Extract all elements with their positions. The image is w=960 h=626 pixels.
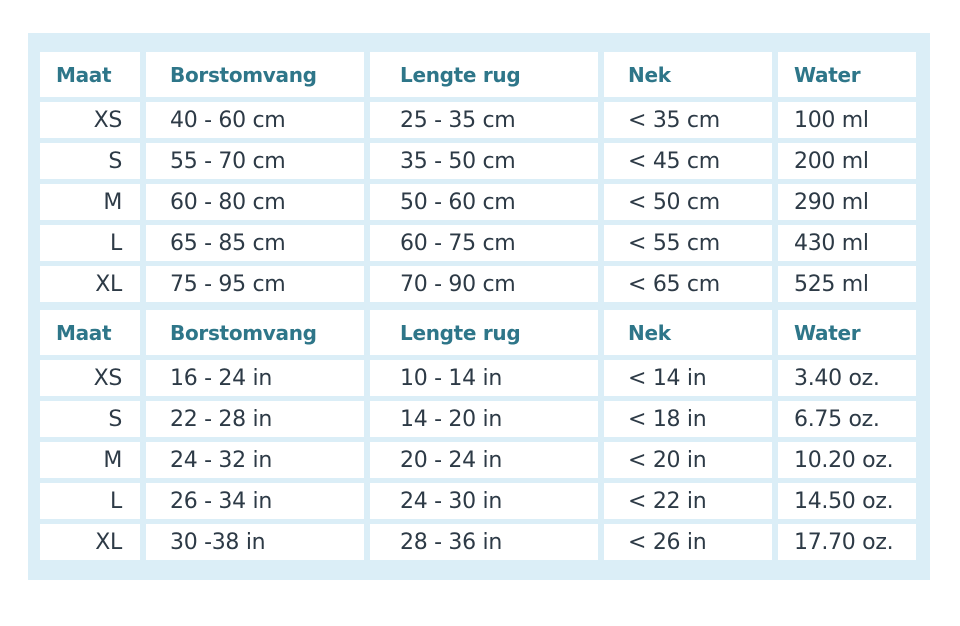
size-table-metric <box>40 52 916 302</box>
neck-value: < 35 cm <box>604 102 772 138</box>
header-maat: Maat <box>40 52 140 97</box>
size-label: L <box>40 483 140 519</box>
back-length-value: 25 - 35 cm <box>370 102 598 138</box>
back-length-value: 10 - 14 in <box>370 360 598 396</box>
chest-value: 55 - 70 cm <box>146 143 364 179</box>
chest-value: 24 - 32 in <box>146 442 364 478</box>
chest-value: 26 - 34 in <box>146 483 364 519</box>
size-label: XL <box>40 266 140 302</box>
header-nek: Nek <box>604 52 772 97</box>
header-maat: Maat <box>40 310 140 355</box>
water-value: 3.40 oz. <box>778 360 916 396</box>
chest-value: 60 - 80 cm <box>146 184 364 220</box>
neck-value: < 55 cm <box>604 225 772 261</box>
header-lengte-rug: Lengte rug <box>370 52 598 97</box>
water-value: 100 ml <box>778 102 916 138</box>
back-length-value: 70 - 90 cm <box>370 266 598 302</box>
neck-value: < 14 in <box>604 360 772 396</box>
neck-value: < 26 in <box>604 524 772 560</box>
neck-value: < 20 in <box>604 442 772 478</box>
back-length-value: 35 - 50 cm <box>370 143 598 179</box>
size-label: M <box>40 184 140 220</box>
back-length-value: 14 - 20 in <box>370 401 598 437</box>
water-value: 17.70 oz. <box>778 524 916 560</box>
header-water: Water <box>778 310 916 355</box>
size-table-imperial <box>40 310 916 560</box>
neck-value: < 22 in <box>604 483 772 519</box>
water-value: 430 ml <box>778 225 916 261</box>
back-length-value: 28 - 36 in <box>370 524 598 560</box>
header-lengte-rug: Lengte rug <box>370 310 598 355</box>
neck-value: < 65 cm <box>604 266 772 302</box>
back-length-value: 20 - 24 in <box>370 442 598 478</box>
neck-value: < 18 in <box>604 401 772 437</box>
chest-value: 22 - 28 in <box>146 401 364 437</box>
water-value: 200 ml <box>778 143 916 179</box>
size-label: M <box>40 442 140 478</box>
size-label: L <box>40 225 140 261</box>
back-length-value: 50 - 60 cm <box>370 184 598 220</box>
water-value: 10.20 oz. <box>778 442 916 478</box>
water-value: 290 ml <box>778 184 916 220</box>
neck-value: < 45 cm <box>604 143 772 179</box>
size-label: S <box>40 143 140 179</box>
header-water: Water <box>778 52 916 97</box>
water-value: 14.50 oz. <box>778 483 916 519</box>
neck-value: < 50 cm <box>604 184 772 220</box>
size-label: XS <box>40 360 140 396</box>
back-length-value: 24 - 30 in <box>370 483 598 519</box>
water-value: 525 ml <box>778 266 916 302</box>
back-length-value: 60 - 75 cm <box>370 225 598 261</box>
header-borstomvang: Borstomvang <box>146 310 364 355</box>
size-label: XL <box>40 524 140 560</box>
chest-value: 30 -38 in <box>146 524 364 560</box>
chest-value: 75 - 95 cm <box>146 266 364 302</box>
chest-value: 40 - 60 cm <box>146 102 364 138</box>
water-value: 6.75 oz. <box>778 401 916 437</box>
size-label: XS <box>40 102 140 138</box>
header-borstomvang: Borstomvang <box>146 52 364 97</box>
size-label: S <box>40 401 140 437</box>
chest-value: 65 - 85 cm <box>146 225 364 261</box>
chest-value: 16 - 24 in <box>146 360 364 396</box>
header-nek: Nek <box>604 310 772 355</box>
